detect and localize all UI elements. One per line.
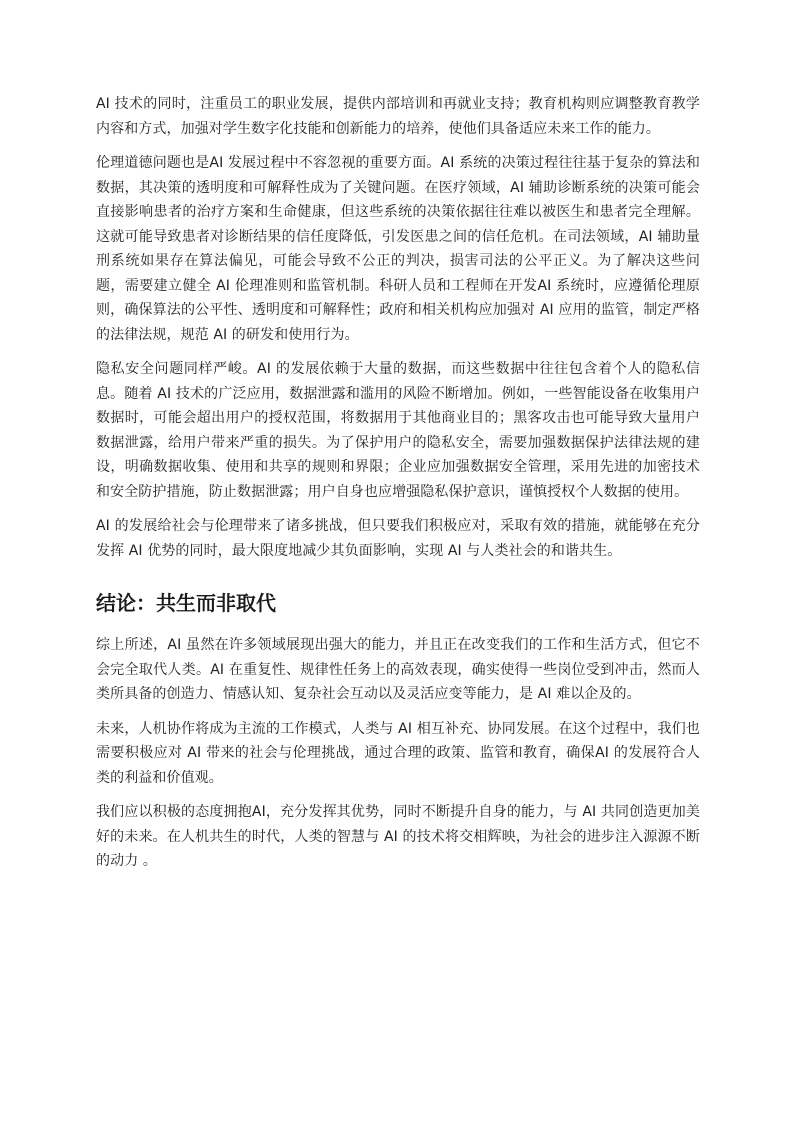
paragraph-ethics: 伦理道德问题也是AI 发展过程中不容忽视的重要方面。AI 系统的决策过程往往基于复杂的算法和数据，其决策的透明度和可解释性成为了关键问题。在医疗领域，AI 辅助诊断系统的决策可能会直接影响患者的治疗方案和生命健康，但这些系统的决策依据往往难以被医生和患者完全理解。这就可能导致患者对诊断结果的信任度降低，引发医患之间的信任危机。在司法领域，AI 辅助量刑系统如果存在算法偏见，可能会导致不公正的判决，损害司法的公平正义。为了解决这些问题，需要建立健全 AI 伦理准则和监管机制。科研人员和工程师在开发AI 系统时，应遵循伦理原则，确保算法的公平性、透明度和可解释性；政府和相关机构应加强对 AI 应用的监管，制定严格的法律法规，规范 AI 的研发和使用行为。 [96, 155, 700, 343]
paragraph-conclusion-summary: 综上所述，AI 虽然在许多领域展现出强大的能力，并且正在改变我们的工作和生活方式，但它不会完全取代人类。AI 在重复性、规律性任务上的高效表现，确实使得一些岗位受到冲击，然而人类所具备的创造力、情感认知、复杂社会互动以及灵活应变等能力，是 AI 难以企及的。 [96, 637, 700, 702]
paragraph-workforce-adaptation: AI 技术的同时，注重员工的职业发展，提供内部培训和再就业支持；教育机构则应调整教育教学内容和方式，加强对学生数字化技能和创新能力的培养，使他们具备适应未来工作的能力。 [96, 96, 700, 137]
paragraph-challenges-summary: AI 的发展给社会与伦理带来了诸多挑战，但只要我们积极应对，采取有效的措施，就能够在充分发挥 AI 优势的同时，最大限度地减少其负面影响，实现 AI 与人类社会的和谐共生。 [96, 518, 700, 559]
document-page [96, 92, 700, 884]
paragraph-human-ai-collaboration: 未来，人机协作将成为主流的工作模式，人类与 AI 相互补充、协同发展。在这个过程中，我们也需要积极应对 AI 带来的社会与伦理挑战，通过合理的政策、监管和教育，确保AI 的发展符合人类的利益和价值观。 [96, 720, 700, 786]
paragraph-embrace-ai: 我们应以积极的态度拥抱AI，充分发挥其优势，同时不断提升自身的能力，与 AI 共同创造更加美好的未来。在人机共生的时代，人类的智慧与 AI 的技术将交相辉映，为社会的进步注入源源不断的动力 。 [96, 804, 700, 869]
section-heading-conclusion: 结论：共生而非取代 [96, 591, 276, 615]
paragraph-privacy: 隐私安全问题同样严峻。AI 的发展依赖于大量的数据，而这些数据中往往包含着个人的隐私信息。随着 AI 技术的广泛应用，数据泄露和滥用的风险不断增加。例如，一些智能设备在收集用户数据时，可能会超出用户的授权范围，将数据用于其他商业目的；黑客攻击也可能导致大量用户数据泄露，给用户带来严重的损失。为了保护用户的隐私安全，需要加强数据保护法律法规的建设，明确数据收集、使用和共享的规则和界限；企业应加强数据安全管理，采用先进的加密技术和安全防护措施，防止数据泄露；用户自身也应增强隐私保护意识，谨慎授权个人数据的使用。 [96, 361, 700, 500]
